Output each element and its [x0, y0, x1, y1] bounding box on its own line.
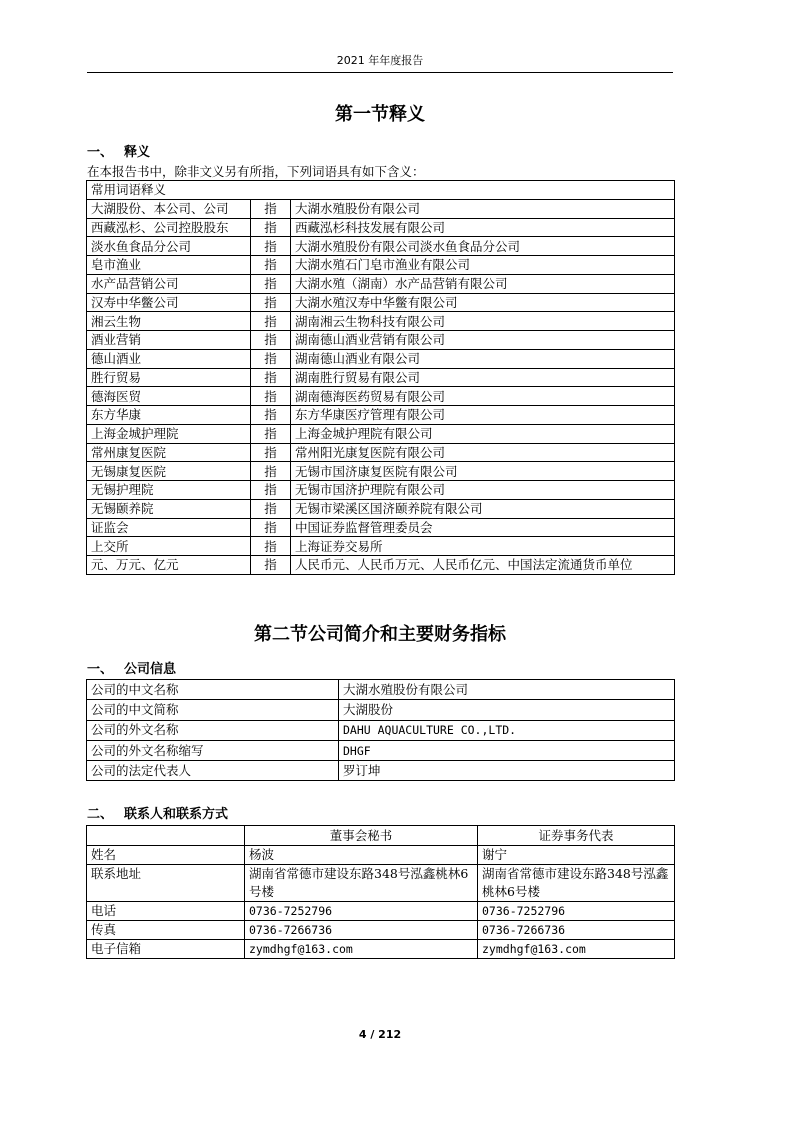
subheading-number: 一、: [87, 662, 114, 677]
definition-zhi: 指: [251, 406, 291, 425]
definition-zhi: 指: [251, 537, 291, 556]
definition-row: [87, 237, 675, 256]
company-info-subheading: [87, 658, 176, 677]
definition-term: 无锡颐养院: [87, 499, 251, 518]
definition-meaning: 湖南德海医药贸易有限公司: [291, 387, 675, 406]
definitions-table-header-row: [87, 181, 675, 200]
definition-zhi: 指: [251, 312, 291, 331]
definition-meaning: 东方华康医疗管理有限公司: [291, 406, 675, 425]
definition-term: 证监会: [87, 518, 251, 537]
company-info-label: 公司的法定代表人: [87, 761, 339, 781]
company-info-table: [86, 679, 675, 781]
definition-row: [87, 424, 675, 443]
page-number: 4 / 212: [358, 1028, 402, 1041]
definition-row: [87, 462, 675, 481]
definition-row: [87, 499, 675, 518]
definition-row: [87, 387, 675, 406]
contact-representative-value: 0736-7266736: [478, 921, 675, 940]
definition-term: 西藏泓杉、公司控股股东: [87, 218, 251, 237]
page-header: 2021 年年度报告: [336, 54, 424, 67]
company-info-label: 公司的外文名称: [87, 720, 339, 740]
section2-title: 第二节公司简介和主要财务指标: [254, 624, 506, 645]
definition-term: 淡水鱼食品分公司: [87, 237, 251, 256]
definition-term: 东方华康: [87, 406, 251, 425]
contact-representative-value: 谢宁: [478, 846, 675, 865]
definition-row: [87, 406, 675, 425]
contact-secretary-value: 0736-7266736: [245, 921, 478, 940]
company-info-row: [87, 720, 675, 740]
definition-row: [87, 293, 675, 312]
definition-zhi: 指: [251, 199, 291, 218]
definition-meaning: 上海证券交易所: [291, 537, 675, 556]
company-info-value: 大湖水殖股份有限公司: [339, 680, 675, 700]
definition-row: [87, 556, 675, 575]
subheading-label: 释义: [124, 145, 151, 160]
contact-row: [87, 846, 675, 865]
definition-zhi: 指: [251, 256, 291, 275]
definition-term: 元、万元、亿元: [87, 556, 251, 575]
company-info-label: 公司的中文名称: [87, 680, 339, 700]
company-info-value: DHGF: [339, 740, 675, 760]
header-divider: [87, 72, 673, 73]
subheading-number: 一、: [87, 145, 114, 160]
definitions-intro: 在本报告书中，除非文义另有所指，下列词语具有如下含义：: [87, 164, 425, 179]
definitions-table-header: 常用词语释义: [87, 181, 675, 200]
company-info-row: [87, 761, 675, 781]
section1-subheading: [87, 141, 150, 160]
subheading-number: 二、: [87, 807, 114, 822]
definition-term: 皂市渔业: [87, 256, 251, 275]
contact-row: [87, 865, 675, 902]
definition-row: [87, 368, 675, 387]
definition-term: 上海金城护理院: [87, 424, 251, 443]
company-info-label: 公司的外文名称缩写: [87, 740, 339, 760]
definition-zhi: 指: [251, 556, 291, 575]
definition-term: 德山酒业: [87, 349, 251, 368]
definition-term: 胜行贸易: [87, 368, 251, 387]
definition-row: [87, 274, 675, 293]
definition-term: 德海医贸: [87, 387, 251, 406]
definition-zhi: 指: [251, 424, 291, 443]
definition-term: 无锡护理院: [87, 481, 251, 500]
definition-zhi: 指: [251, 518, 291, 537]
company-info-value: 罗订坤: [339, 761, 675, 781]
contact-label: 电子信箱: [87, 940, 245, 959]
definition-meaning: 湖南德山酒业营销有限公司: [291, 331, 675, 350]
definition-row: [87, 443, 675, 462]
definition-zhi: 指: [251, 349, 291, 368]
contact-subheading: [87, 803, 228, 822]
definition-row: [87, 349, 675, 368]
definition-zhi: 指: [251, 499, 291, 518]
contact-label: 电话: [87, 902, 245, 921]
definition-meaning: 无锡市梁溪区国济颐养院有限公司: [291, 499, 675, 518]
definition-meaning: 人民币元、人民币万元、人民币亿元、中国法定流通货币单位: [291, 556, 675, 575]
contact-header-blank: [87, 826, 245, 846]
definition-zhi: 指: [251, 481, 291, 500]
definition-zhi: 指: [251, 274, 291, 293]
definition-term: 酒业营销: [87, 331, 251, 350]
contact-row: [87, 921, 675, 940]
definition-row: [87, 312, 675, 331]
definition-meaning: 常州阳光康复医院有限公司: [291, 443, 675, 462]
definition-row: [87, 518, 675, 537]
section1-title: 第一节释义: [335, 104, 425, 125]
definition-zhi: 指: [251, 331, 291, 350]
contact-table: [86, 825, 675, 959]
subheading-label: 公司信息: [124, 662, 177, 677]
definition-meaning: 西藏泓杉科技发展有限公司: [291, 218, 675, 237]
definition-meaning: 大湖水殖汉寿中华鳖有限公司: [291, 293, 675, 312]
definition-zhi: 指: [251, 443, 291, 462]
company-info-label: 公司的中文简称: [87, 700, 339, 720]
company-info-row: [87, 680, 675, 700]
definition-row: [87, 256, 675, 275]
company-info-value: 大湖股份: [339, 700, 675, 720]
definition-zhi: 指: [251, 218, 291, 237]
definition-meaning: 无锡市国济康复医院有限公司: [291, 462, 675, 481]
contact-label: 姓名: [87, 846, 245, 865]
contact-header-representative: 证券事务代表: [478, 826, 675, 846]
definition-zhi: 指: [251, 387, 291, 406]
contact-representative-value: 0736-7252796: [478, 902, 675, 921]
definition-term: 常州康复医院: [87, 443, 251, 462]
definition-zhi: 指: [251, 293, 291, 312]
contact-representative-value: zymdhgf@163.com: [478, 940, 675, 959]
company-info-row: [87, 740, 675, 760]
definition-term: 水产品营销公司: [87, 274, 251, 293]
definition-term: 无锡康复医院: [87, 462, 251, 481]
definition-meaning: 湖南湘云生物科技有限公司: [291, 312, 675, 331]
definition-meaning: 中国证券监督管理委员会: [291, 518, 675, 537]
definition-row: [87, 481, 675, 500]
definition-row: [87, 331, 675, 350]
definition-zhi: 指: [251, 368, 291, 387]
definition-meaning: 大湖水殖股份有限公司: [291, 199, 675, 218]
company-info-row: [87, 700, 675, 720]
definition-zhi: 指: [251, 237, 291, 256]
definition-zhi: 指: [251, 462, 291, 481]
contact-secretary-value: zymdhgf@163.com: [245, 940, 478, 959]
definition-meaning: 湖南德山酒业有限公司: [291, 349, 675, 368]
definition-meaning: 湖南胜行贸易有限公司: [291, 368, 675, 387]
definition-meaning: 上海金城护理院有限公司: [291, 424, 675, 443]
subheading-label: 联系人和联系方式: [124, 807, 229, 822]
company-info-value: DAHU AQUACULTURE CO.,LTD.: [339, 720, 675, 740]
definition-term: 上交所: [87, 537, 251, 556]
definitions-table: [86, 180, 675, 575]
contact-row: [87, 902, 675, 921]
definition-term: 湘云生物: [87, 312, 251, 331]
contact-secretary-value: 0736-7252796: [245, 902, 478, 921]
contact-header-secretary: 董事会秘书: [245, 826, 478, 846]
contact-label: 联系地址: [87, 865, 245, 902]
definition-row: [87, 218, 675, 237]
definition-term: 大湖股份、本公司、公司: [87, 199, 251, 218]
definition-meaning: 无锡市国济护理院有限公司: [291, 481, 675, 500]
definition-meaning: 大湖水殖（湖南）水产品营销有限公司: [291, 274, 675, 293]
definition-row: [87, 537, 675, 556]
contact-representative-value: 湖南省常德市建设东路348号泓鑫桃林6号楼: [478, 865, 675, 902]
contact-label: 传真: [87, 921, 245, 940]
contact-row: [87, 940, 675, 959]
definition-term: 汉寿中华鳖公司: [87, 293, 251, 312]
definition-meaning: 大湖水殖石门皂市渔业有限公司: [291, 256, 675, 275]
contact-table-header-row: [87, 826, 675, 846]
definition-row: [87, 199, 675, 218]
contact-secretary-value: 湖南省常德市建设东路348号泓鑫桃林6号楼: [245, 865, 478, 902]
definition-meaning: 大湖水殖股份有限公司淡水鱼食品分公司: [291, 237, 675, 256]
contact-secretary-value: 杨波: [245, 846, 478, 865]
